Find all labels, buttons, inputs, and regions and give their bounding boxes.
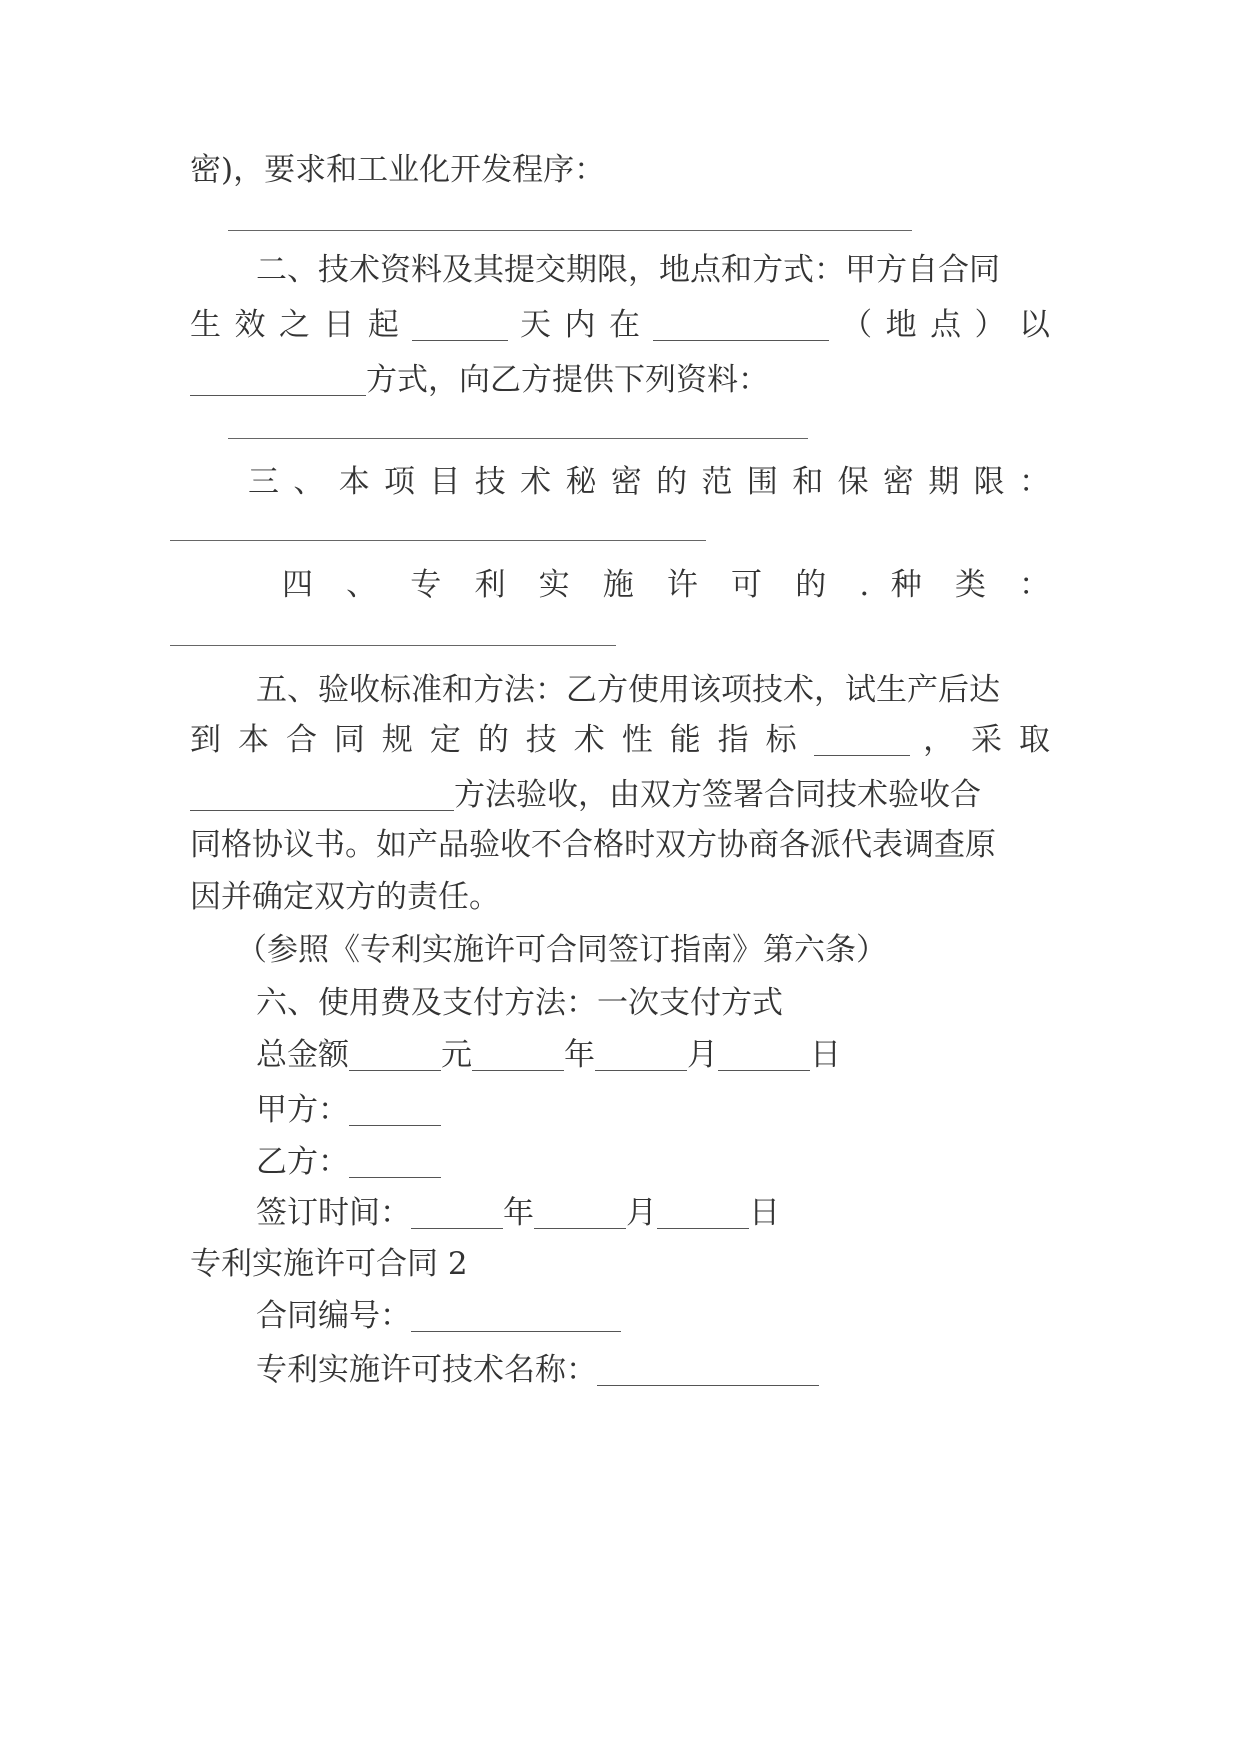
sign-time-line bbox=[256, 1193, 780, 1233]
blank-field bbox=[814, 754, 910, 756]
fill-in-rule bbox=[170, 645, 616, 646]
text: 合同编号： bbox=[256, 1298, 411, 1334]
section-5-line-5: 因并确定双方的责任。 bbox=[190, 879, 500, 915]
fill-in-rule bbox=[228, 438, 808, 439]
text-line-1: 密)，要求和工业化开发程序： bbox=[190, 152, 606, 188]
section-5-line-2 bbox=[190, 720, 1050, 760]
blank-field bbox=[718, 1069, 810, 1071]
text: 日 bbox=[749, 1195, 780, 1231]
blank-field bbox=[411, 1227, 503, 1229]
text: 签订时间： bbox=[256, 1195, 411, 1231]
party-b-line bbox=[256, 1142, 441, 1182]
section-2-line-3 bbox=[190, 360, 769, 400]
section-5-line-1: 五、验收标准和方法：乙方使用该项技术，试生产后达 bbox=[256, 672, 1000, 708]
blank-field bbox=[595, 1069, 687, 1071]
text: 到 本 合 同 规 定 的 技 术 性 能 指 标 bbox=[190, 722, 801, 758]
blank-field bbox=[472, 1069, 564, 1071]
text: （ 地 点 ） 以 bbox=[841, 307, 1051, 343]
section-6-heading: 六、使用费及支付方法：一次支付方式 bbox=[256, 985, 783, 1021]
text: 方式，向乙方提供下列资料： bbox=[366, 362, 769, 398]
reference-note: （参照《专利实施许可合同签订指南》第六条） bbox=[236, 932, 887, 968]
party-a-line bbox=[256, 1090, 441, 1130]
blank-field bbox=[597, 1384, 819, 1386]
blank-field bbox=[534, 1227, 626, 1229]
total-amount-line bbox=[256, 1035, 841, 1075]
text: 月 bbox=[626, 1195, 657, 1231]
tech-name-line bbox=[256, 1350, 819, 1390]
text: 总金额 bbox=[256, 1037, 349, 1073]
contract-number-line bbox=[256, 1296, 621, 1336]
text: 日 bbox=[810, 1037, 841, 1073]
text: ， 采 取 bbox=[923, 722, 1051, 758]
text: 生 效 之 日 起 bbox=[190, 307, 401, 343]
section-5-line-4: 同格协议书。如产品验收不合格时双方协商各派代表调查原 bbox=[190, 827, 996, 863]
text: 甲方： bbox=[256, 1092, 349, 1128]
blank-field bbox=[349, 1176, 441, 1178]
blank-field bbox=[190, 394, 366, 396]
section-2-line-2 bbox=[190, 305, 1050, 345]
section-5-line-3 bbox=[190, 775, 981, 815]
section-3-heading: 三 、 本 项 目 技 术 秘 密 的 范 围 和 保 密 期 限 ： bbox=[248, 464, 1050, 500]
text: 天 内 在 bbox=[520, 307, 642, 343]
text: 元 bbox=[441, 1037, 472, 1073]
text: 专利实施许可技术名称： bbox=[256, 1352, 597, 1388]
text: 年 bbox=[564, 1037, 595, 1073]
blank-field bbox=[653, 339, 829, 341]
blank-field bbox=[412, 339, 508, 341]
section-4-heading: 四 、 专 利 实 施 许 可 的 . 种 类 ： bbox=[282, 567, 1050, 603]
text: 乙方： bbox=[256, 1144, 349, 1180]
text: 方法验收，由双方签署合同技术验收合 bbox=[454, 777, 981, 813]
blank-field bbox=[411, 1330, 621, 1332]
contract-2-title: 专利实施许可合同 2 bbox=[190, 1246, 468, 1282]
fill-in-rule bbox=[228, 230, 912, 231]
text: 月 bbox=[687, 1037, 718, 1073]
fill-in-rule bbox=[170, 540, 706, 541]
blank-field bbox=[657, 1227, 749, 1229]
section-2-line-1: 二、技术资料及其提交期限，地点和方式：甲方自合同 bbox=[256, 252, 1000, 288]
blank-field bbox=[349, 1124, 441, 1126]
blank-field bbox=[349, 1069, 441, 1071]
blank-field bbox=[190, 809, 454, 811]
text: 年 bbox=[503, 1195, 534, 1231]
